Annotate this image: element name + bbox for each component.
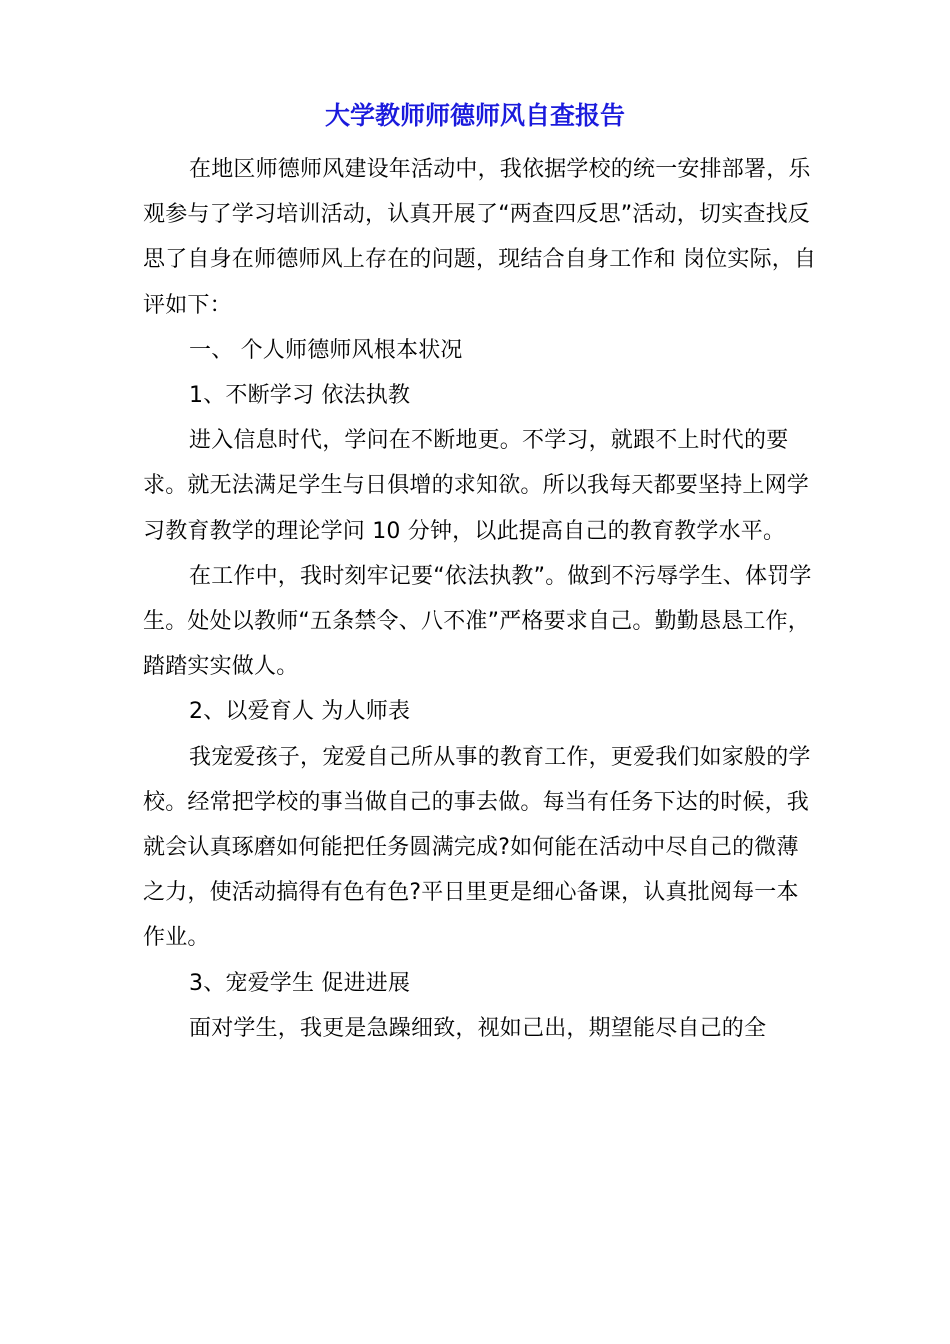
subheading-1: 1、不断学习 依法执教 [189, 383, 411, 409]
subheading-2: 2、以爱育人 为人师表 [189, 699, 411, 725]
paragraph-love: 我宠爱孩子，宠爱自己所从事的教育工作，更爱我们如家般的学校。经常把学校的事当做自己的事去做。每当有任务下达的时候，我就会认真琢磨如何能把任务圆满完成?如何能在活动中尽自己的微薄之力，使活动搞得有色有色?平日里更是细心备课，认真批阅每一本作业。 [143, 744, 811, 951]
paragraph-law: 在工作中，我时刻牢记要“依法执教”。做到不污辱学生、体罚学生。处处以教师“五条禁令、八不准”严格要求自己。勤勤恳恳工作，踏踏实实做人。 [143, 563, 812, 680]
paragraph-learning: 进入信息时代，学问在不断地更。不学习，就跟不上时代的要求。就无法满足学生与日俱增的求知欲。所以我每天都要坚持上网学习教育教学的理论学问 10 分钟，以此提高自己的教育教学水平。 [143, 428, 810, 544]
document-body [143, 147, 819, 1051]
document-title: 大学教师师德师风自查报告 [324, 101, 625, 130]
subheading-3: 3、宠爱学生 促进进展 [189, 970, 411, 996]
paragraph-students: 面对学生，我更是急躁细致，视如己出，期望能尽自己的全 [189, 1015, 767, 1041]
section-heading-1: 一、 个人师德师风根本状况 [189, 337, 463, 363]
intro-paragraph: 在地区师德师风建设年活动中，我依据学校的统一安排部署，乐观参与了学习培训活动，认真开展了“两查四反思”活动，切实查找反思了自身在师德师风上存在的问题，现结合自身工作和 岗位实际，自评如下： [143, 157, 817, 318]
